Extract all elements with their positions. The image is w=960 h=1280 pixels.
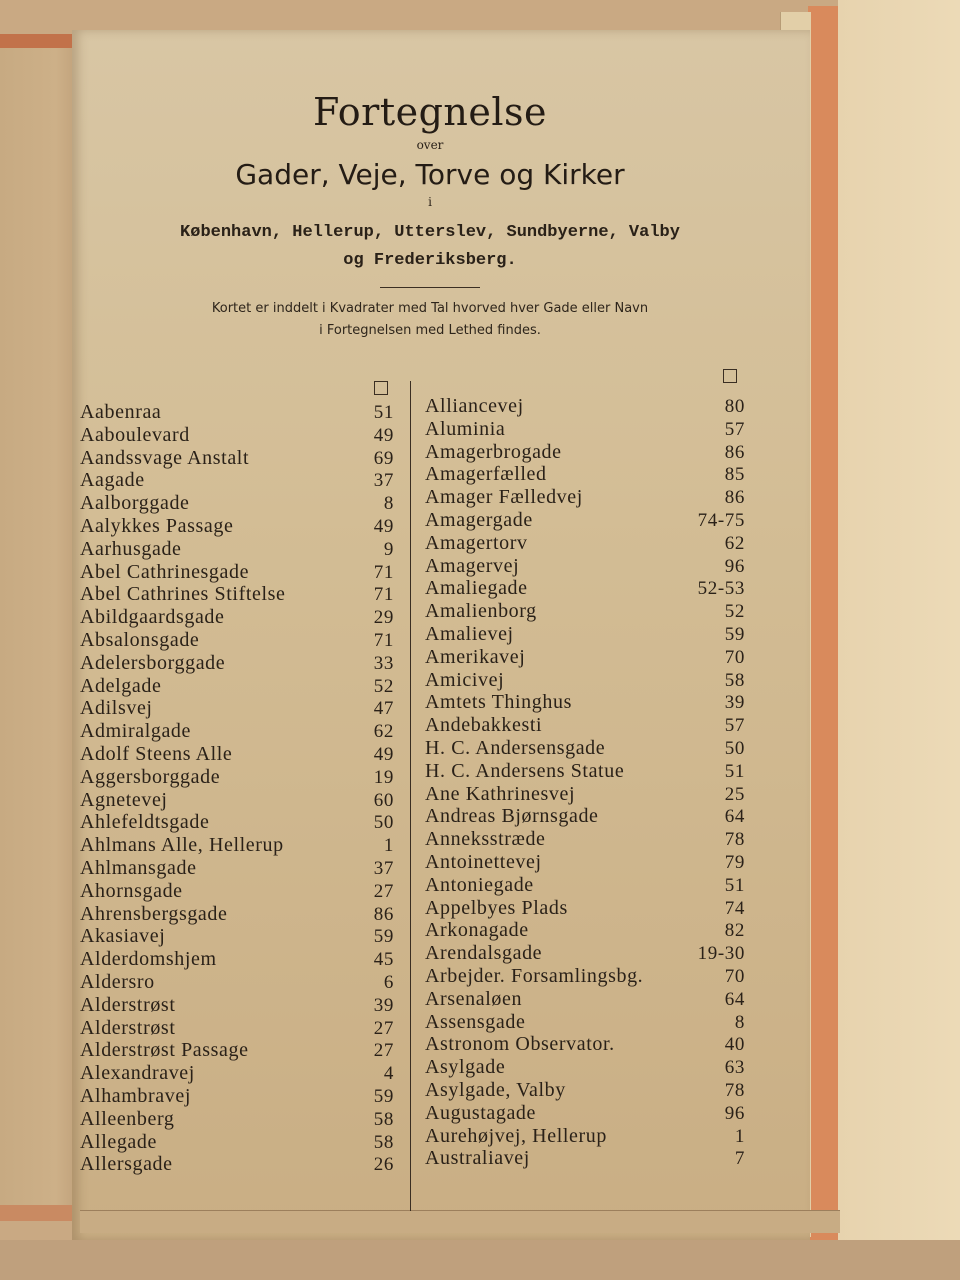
street-name: Anneksstræde — [425, 828, 546, 851]
street-name: Arsenaløen — [425, 987, 523, 1010]
map-square-number: 50 — [724, 737, 745, 759]
map-square-number: 59 — [724, 623, 745, 645]
street-name: Adelersborggade — [80, 651, 226, 674]
divider-rule — [380, 287, 480, 288]
left-cover-edge — [0, 34, 82, 48]
street-name: Alliancevej — [425, 395, 524, 417]
street-name: Aagade — [80, 469, 145, 492]
index-entry — [80, 1131, 400, 1154]
index-entry — [425, 965, 755, 988]
right-cover-edge — [808, 6, 838, 1246]
index-entry — [425, 783, 755, 806]
street-name: Aalborggade — [80, 492, 190, 515]
map-square-number: 37 — [373, 857, 394, 879]
map-square-number: 6 — [383, 971, 394, 993]
index-entry — [425, 509, 755, 532]
street-name: Andreas Bjørnsgade — [425, 805, 599, 828]
map-square-number: 64 — [724, 806, 745, 828]
street-name: Amalienborg — [425, 600, 537, 623]
map-square-number: 27 — [373, 1040, 394, 1062]
street-name: Amagerbrogade — [425, 440, 562, 463]
index-entry — [80, 948, 400, 971]
index-entry — [80, 561, 400, 584]
street-name: Asylgade — [425, 1056, 506, 1079]
street-name: H. C. Andersensgade — [425, 736, 606, 759]
map-square-number: 1 — [383, 835, 394, 857]
map-square-number: 50 — [373, 812, 394, 834]
street-name: Adilsvej — [80, 697, 153, 720]
street-name: Alleenberg — [80, 1107, 175, 1130]
map-square-number: 25 — [724, 783, 745, 805]
index-entry — [425, 463, 755, 486]
index-entry — [425, 441, 755, 464]
map-square-number: 52-53 — [697, 578, 745, 600]
index-entry — [80, 606, 400, 629]
map-square-number: 40 — [724, 1034, 745, 1056]
index-entry — [80, 1039, 400, 1062]
usage-note-line-1: Kortet er inddelt i Kvadrater med Tal hvorved hver Gade eller Navn — [211, 301, 649, 316]
map-square-number: 78 — [724, 829, 745, 851]
index-entry — [80, 1108, 400, 1131]
map-square-number: 70 — [724, 646, 745, 668]
index-entry — [80, 903, 400, 926]
connector-over: over — [416, 138, 444, 152]
street-name: Allersgade — [80, 1153, 173, 1176]
street-name: Amtets Thinghus — [425, 691, 572, 714]
index-entry — [425, 486, 755, 509]
square-grid-icon — [374, 381, 388, 395]
street-name: Alhambravej — [80, 1084, 192, 1107]
street-name: Aaboulevard — [80, 423, 190, 446]
street-name: Andebakkesti — [425, 714, 543, 737]
left-page-edge — [0, 42, 80, 1207]
street-name: Antoinettevej — [425, 850, 542, 873]
street-name: Amalievej — [425, 622, 514, 645]
index-entry — [425, 874, 755, 897]
map-square-number: 70 — [724, 965, 745, 987]
index-entry — [80, 629, 400, 652]
index-entry — [425, 851, 755, 874]
street-name: Asylgade, Valby — [425, 1078, 566, 1101]
index-entry — [425, 805, 755, 828]
index-entry — [80, 857, 400, 880]
street-name: Ahlmans Alle, Hellerup — [80, 834, 284, 857]
map-square-number: 59 — [373, 1085, 394, 1107]
street-name: Aandssvage Anstalt — [80, 446, 250, 469]
street-name: Arendalsgade — [425, 942, 543, 965]
index-entry — [80, 538, 400, 561]
map-square-number: 69 — [373, 447, 394, 469]
usage-note — [80, 298, 780, 342]
street-name: Amager Fælledvej — [425, 486, 583, 509]
usage-note-line-2: i Fortegnelsen med Lethed findes. — [319, 323, 541, 338]
index-entry — [425, 714, 755, 737]
street-name: Adolf Steens Alle — [80, 742, 233, 765]
index-entry — [425, 395, 755, 418]
map-square-number: 19 — [373, 766, 394, 788]
map-square-number: 19-30 — [697, 943, 745, 965]
map-square-number: 29 — [373, 607, 394, 629]
street-name: Ahlefeldtsgade — [80, 811, 210, 834]
street-name: Abel Cathrines Stiftelse — [80, 583, 286, 606]
map-square-number: 59 — [373, 926, 394, 948]
index-entry — [425, 691, 755, 714]
index-entry — [80, 652, 400, 675]
background-bottom — [0, 1240, 960, 1280]
street-name: Alderstrøst — [80, 1016, 176, 1039]
cities-list — [80, 219, 780, 275]
street-name: Amagerfælled — [425, 463, 547, 486]
street-name: Aarhusgade — [80, 537, 182, 560]
index-entry — [425, 1147, 755, 1170]
street-name: Amagergade — [425, 508, 533, 531]
index-entry — [80, 469, 400, 492]
map-square-number: 74 — [724, 897, 745, 919]
map-square-number: 63 — [724, 1057, 745, 1079]
map-square-number: 7 — [734, 1148, 745, 1170]
street-name: Aalykkes Passage — [80, 514, 234, 537]
index-entry — [80, 1085, 400, 1108]
street-name: Amagervej — [425, 554, 520, 577]
page-subtitle: Gader, Veje, Torve og Kirker — [235, 158, 625, 191]
cities-line-1: København, Hellerup, Utterslev, Sundbyerne, Valby — [180, 223, 680, 242]
street-name: Absalonsgade — [80, 628, 200, 651]
map-square-number: 9 — [383, 538, 394, 560]
index-entry — [80, 447, 400, 470]
street-name: Amaliegade — [425, 577, 528, 600]
cities-line-2: og Frederiksberg. — [343, 251, 517, 270]
street-name: Ane Kathrinesvej — [425, 782, 576, 805]
map-square-number: 57 — [724, 715, 745, 737]
street-name: Akasiavej — [80, 925, 166, 948]
street-name: Ahrensbergsgade — [80, 902, 228, 925]
index-entry — [80, 971, 400, 994]
street-name: Aurehøjvej, Hellerup — [425, 1124, 607, 1147]
index-entry — [425, 1079, 755, 1102]
index-entry — [80, 743, 400, 766]
street-name: Abildgaardsgade — [80, 606, 225, 629]
map-square-number: 39 — [373, 994, 394, 1016]
map-square-number: 62 — [724, 532, 745, 554]
street-name: Antoniegade — [425, 873, 534, 896]
index-entry — [80, 401, 400, 424]
street-name: Ahornsgade — [80, 879, 183, 902]
street-name: Aabenraa — [80, 401, 162, 423]
map-square-number: 74-75 — [697, 509, 745, 531]
map-square-number: 71 — [373, 629, 394, 651]
street-name: Australiavej — [425, 1147, 530, 1170]
index-entry — [80, 697, 400, 720]
map-square-number: 52 — [724, 601, 745, 623]
index-entry — [425, 418, 755, 441]
index-list-right — [425, 395, 755, 1170]
index-entry — [80, 492, 400, 515]
street-name: Alexandravej — [80, 1062, 195, 1085]
street-name: Appelbyes Plads — [425, 896, 568, 919]
index-entry — [425, 1056, 755, 1079]
index-entry — [425, 919, 755, 942]
index-entry — [425, 1125, 755, 1148]
map-square-number: 64 — [724, 988, 745, 1010]
map-square-number: 52 — [373, 675, 394, 697]
index-entry — [80, 994, 400, 1017]
map-square-number: 33 — [373, 652, 394, 674]
index-list-left — [80, 401, 400, 1176]
map-square-number: 49 — [373, 743, 394, 765]
map-square-number: 58 — [373, 1131, 394, 1153]
column-divider — [410, 381, 411, 1211]
map-square-number: 60 — [373, 789, 394, 811]
index-entry — [425, 942, 755, 965]
street-name: Adelgade — [80, 674, 162, 697]
index-entry — [80, 1062, 400, 1085]
index-entry — [425, 555, 755, 578]
street-name: Aluminia — [425, 417, 506, 440]
index-entry — [80, 1153, 400, 1176]
street-name: Amerikavej — [425, 645, 526, 668]
map-square-number: 8 — [383, 493, 394, 515]
index-entry — [425, 737, 755, 760]
index-entry — [80, 811, 400, 834]
map-square-number: 39 — [724, 692, 745, 714]
index-entry — [425, 600, 755, 623]
map-square-number: 86 — [373, 903, 394, 925]
map-square-number: 49 — [373, 515, 394, 537]
index-entry — [80, 789, 400, 812]
map-square-number: 82 — [724, 920, 745, 942]
street-name: Admiralgade — [80, 720, 192, 743]
connector-i: i — [428, 195, 432, 209]
map-square-number: 8 — [734, 1011, 745, 1033]
map-square-number: 80 — [724, 396, 745, 417]
map-square-number: 71 — [373, 584, 394, 606]
index-entry — [80, 1017, 400, 1040]
map-square-number: 78 — [724, 1079, 745, 1101]
street-name: Ahlmansgade — [80, 856, 197, 879]
street-name: Assensgade — [425, 1010, 526, 1033]
page-header — [80, 80, 780, 342]
index-entry — [425, 988, 755, 1011]
index-entry — [425, 1033, 755, 1056]
index-entry — [425, 828, 755, 851]
square-grid-icon — [723, 369, 737, 383]
street-name: Arbejder. Forsamlingsbg. — [425, 964, 644, 987]
street-name: H. C. Andersens Statue — [425, 759, 625, 782]
map-square-number: 26 — [373, 1154, 394, 1176]
street-name: Agnetevej — [80, 788, 168, 811]
index-entry — [80, 424, 400, 447]
left-cover-bottom-edge — [0, 1205, 82, 1221]
map-square-number: 49 — [373, 424, 394, 446]
index-entry — [80, 720, 400, 743]
street-name: Allegade — [80, 1130, 157, 1153]
street-name: Amicivej — [425, 668, 505, 691]
index-entry — [425, 1011, 755, 1034]
map-square-number: 96 — [724, 1102, 745, 1124]
map-square-number: 51 — [724, 760, 745, 782]
street-name: Arkonagade — [425, 919, 529, 942]
street-name: Aldersro — [80, 970, 155, 993]
map-square-number: 58 — [373, 1108, 394, 1130]
map-square-number: 86 — [724, 441, 745, 463]
index-entry — [425, 623, 755, 646]
index-entry — [425, 669, 755, 692]
map-square-number: 58 — [724, 669, 745, 691]
street-name: Alderstrøst Passage — [80, 1039, 249, 1062]
index-entry — [80, 880, 400, 903]
index-entry — [425, 760, 755, 783]
street-index — [80, 375, 760, 1205]
index-entry — [80, 515, 400, 538]
street-name: Augustagade — [425, 1101, 537, 1124]
map-square-number: 45 — [373, 949, 394, 971]
index-entry — [425, 646, 755, 669]
map-square-number: 85 — [724, 464, 745, 486]
map-square-number: 57 — [724, 418, 745, 440]
index-entry — [80, 925, 400, 948]
map-square-number: 27 — [373, 880, 394, 902]
map-square-number: 86 — [724, 487, 745, 509]
index-entry — [425, 577, 755, 600]
index-entry — [425, 532, 755, 555]
map-square-number: 96 — [724, 555, 745, 577]
page-bottom-fold — [80, 1210, 840, 1233]
index-entry — [425, 897, 755, 920]
street-name: Alderdomshjem — [80, 948, 217, 971]
map-square-number: 62 — [373, 721, 394, 743]
map-square-number: 27 — [373, 1017, 394, 1039]
map-square-number: 71 — [373, 561, 394, 583]
index-entry — [425, 1102, 755, 1125]
street-name: Alderstrøst — [80, 993, 176, 1016]
index-entry — [80, 834, 400, 857]
map-square-number: 1 — [734, 1125, 745, 1147]
page-title: Fortegnelse — [312, 90, 548, 134]
map-square-number: 4 — [383, 1063, 394, 1085]
map-square-number: 37 — [373, 470, 394, 492]
street-name: Abel Cathrinesgade — [80, 560, 250, 583]
map-square-number: 47 — [373, 698, 394, 720]
background-wall — [838, 0, 960, 1280]
map-square-number: 51 — [724, 874, 745, 896]
index-entry — [80, 675, 400, 698]
map-square-number: 79 — [724, 851, 745, 873]
street-name: Aggersborggade — [80, 765, 221, 788]
index-entry — [80, 583, 400, 606]
index-entry — [80, 766, 400, 789]
street-name: Astronom Observator. — [425, 1033, 615, 1056]
street-name: Amagertorv — [425, 531, 528, 554]
map-square-number: 51 — [373, 402, 394, 423]
